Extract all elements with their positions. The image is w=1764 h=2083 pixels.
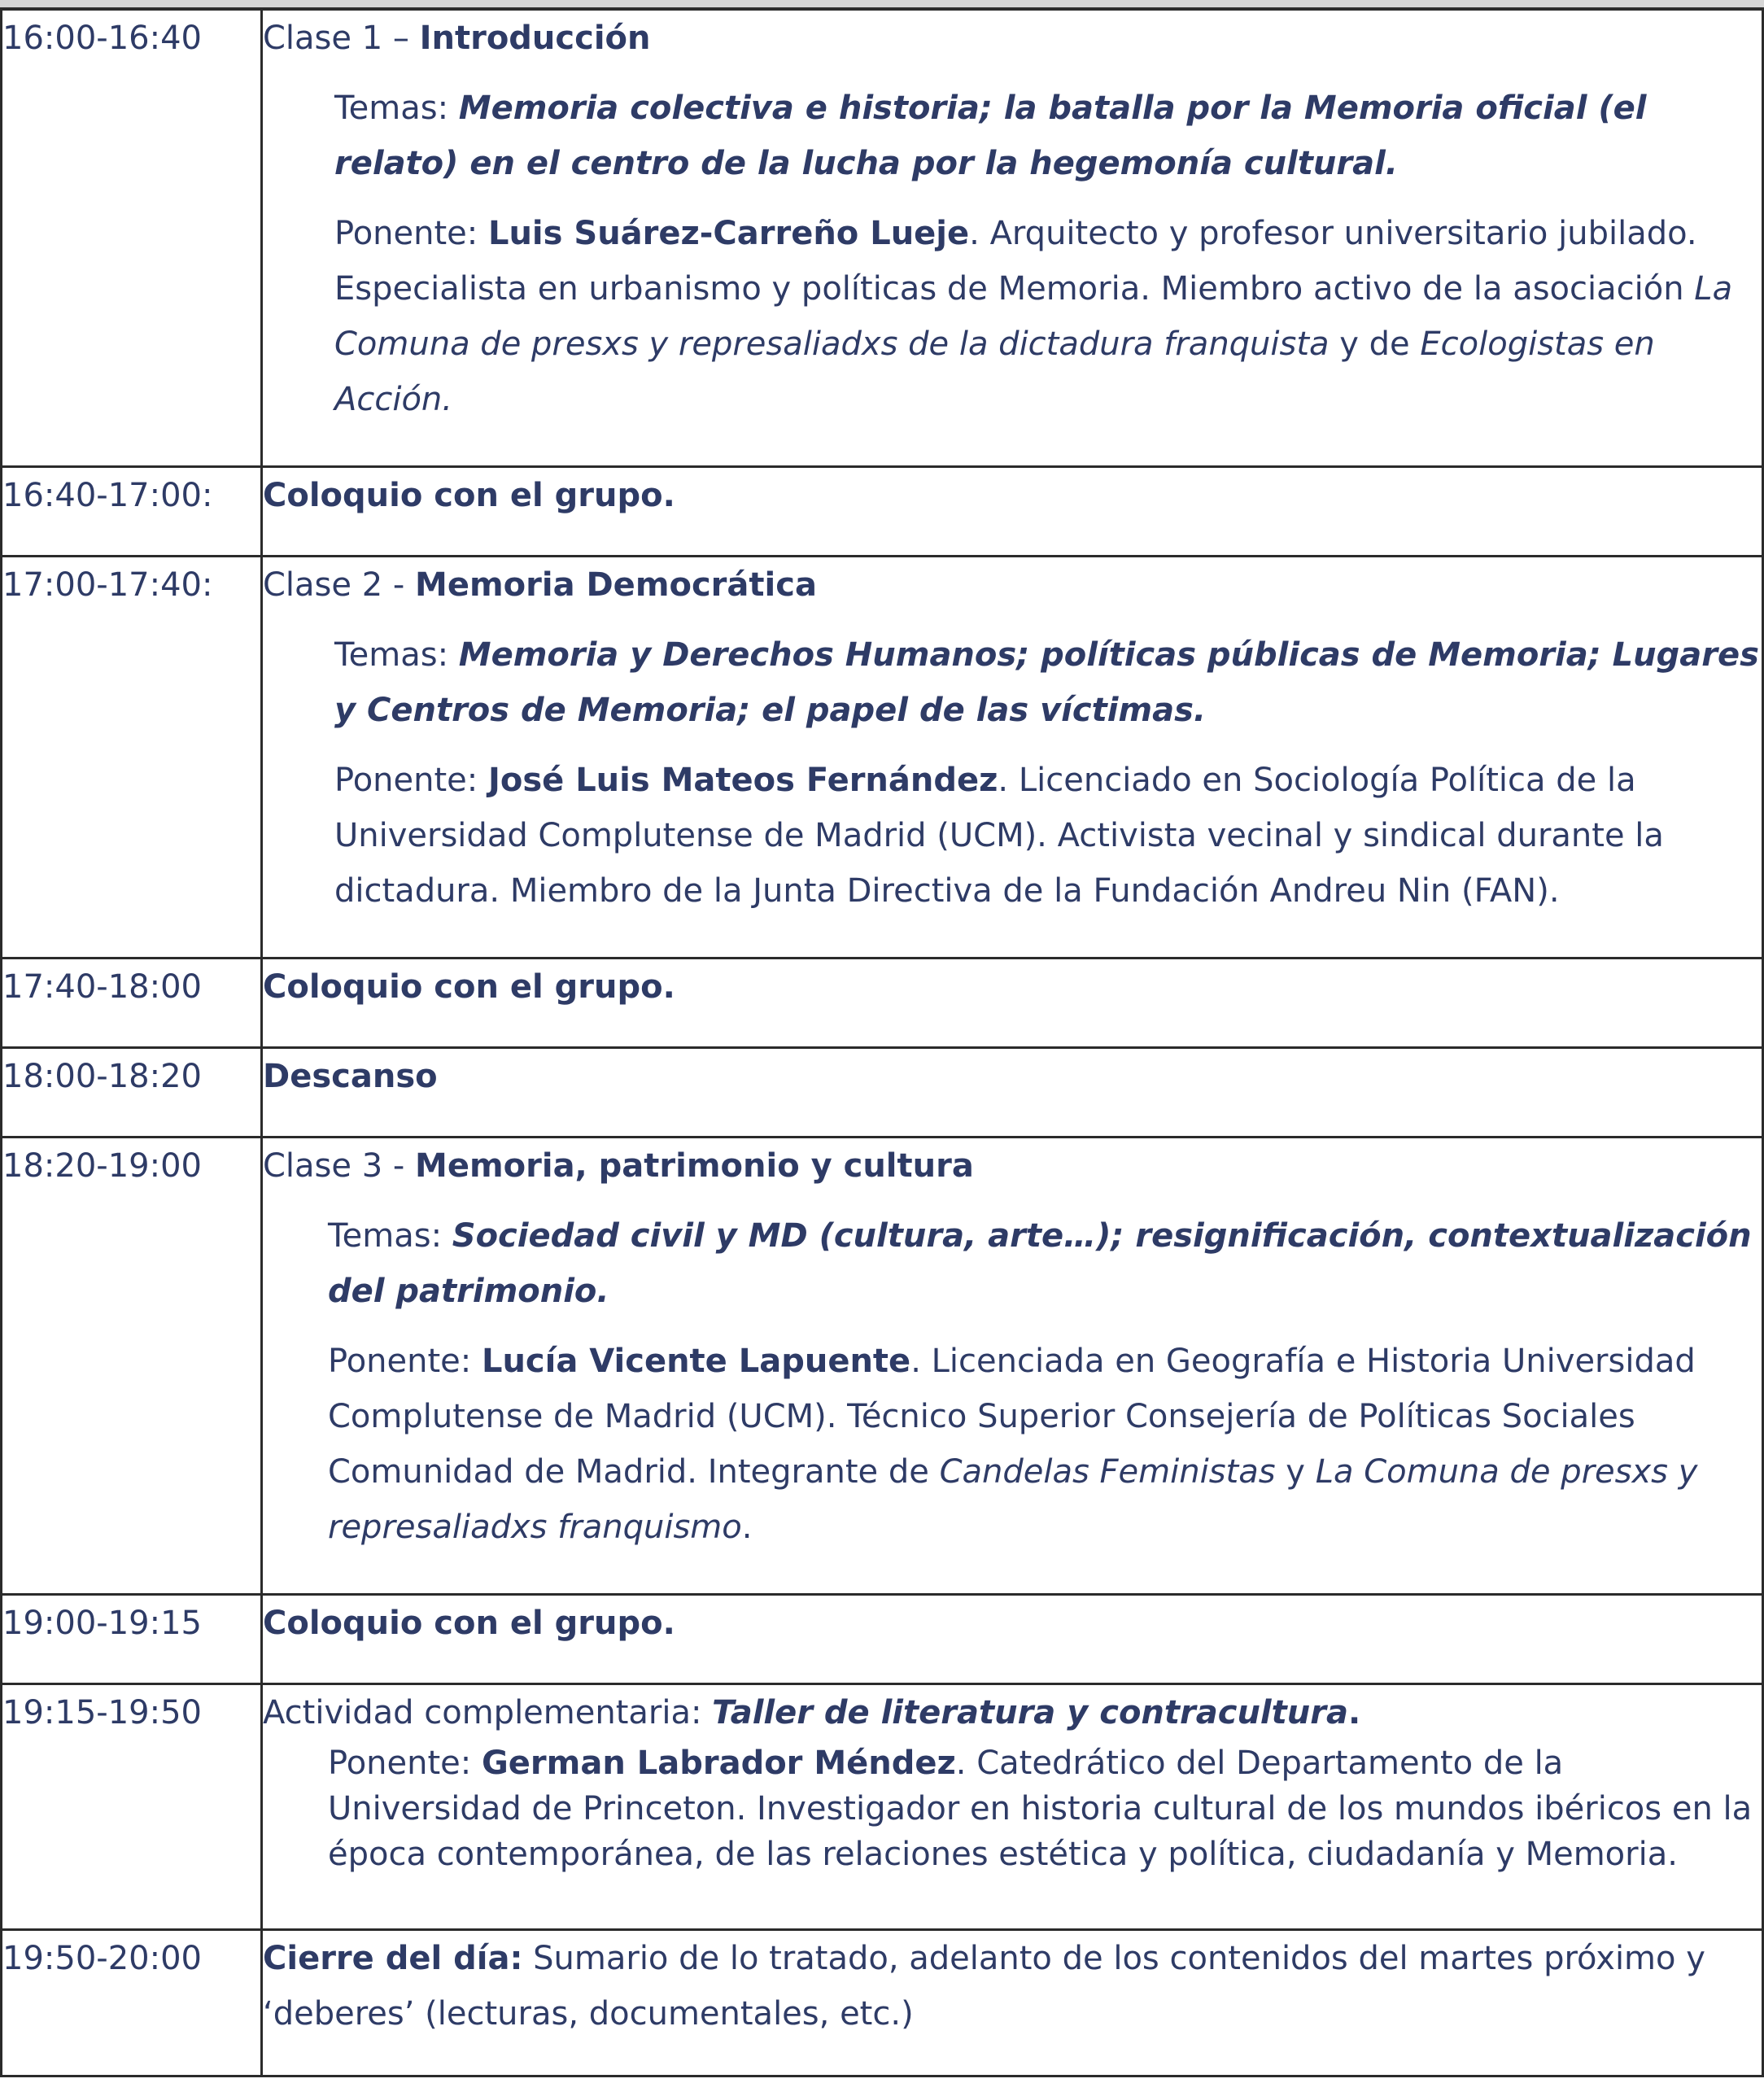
time-cell: 19:15-19:50 — [2, 1684, 262, 1930]
table-row — [2, 1048, 1763, 1138]
time-cell: 18:20-19:00 — [2, 1138, 262, 1595]
session-topics: Temas: Sociedad civil y MD (cultura, arte…); resignificación, contextualización del patrimonio. — [328, 1217, 1752, 1310]
session-title: Clase 3 - Memoria, patrimonio y cultura — [263, 1147, 974, 1185]
time-cell: 17:00-17:40: — [2, 557, 262, 959]
time-cell: 16:00-16:40 — [2, 10, 262, 467]
session-cell: Descanso — [262, 1048, 1763, 1138]
session-title: Actividad complementaria: Taller de literatura y contracultura. — [263, 1694, 1361, 1731]
session-topics: Temas: Memoria y Derechos Humanos; políticas públicas de Memoria; Lugares y Centros de Memoria; el papel de las víctimas. — [334, 636, 1759, 729]
table-row — [2, 959, 1763, 1048]
table-row — [2, 1138, 1763, 1595]
time-cell: 16:40-17:00: — [2, 467, 262, 557]
time-cell: 19:50-20:00 — [2, 1930, 262, 2076]
session-title: Clase 1 – Introducción — [263, 20, 651, 57]
table-row — [2, 1684, 1763, 1930]
session-cell — [262, 10, 1763, 467]
session-cell — [262, 1684, 1763, 1930]
session-speaker: Ponente: Luis Suárez-Carreño Lueje. Arquitecto y profesor universitario jubilado. Especialista en urbanismo y políticas de Memoria. Miembro activo de la asociación La Comuna de presxs y represaliadxs de la dictadura franquista y de Ecologistas en Acción. — [334, 215, 1733, 418]
table-row — [2, 1595, 1763, 1684]
time-cell: 17:40-18:00 — [2, 959, 262, 1048]
session-cell: Cierre del día: Sumario de lo tratado, adelanto de los contenidos del martes próximo y ‘deberes’ (lecturas, documentales, etc.) — [262, 1930, 1763, 2076]
session-speaker: Ponente: German Labrador Méndez. Catedrático del Departamento de la Universidad de Princeton. Investigador en historia cultural de los mundos ibéricos en la época contemporánea, de las relaciones estética y política, ciudadanía y Memoria. — [328, 1745, 1753, 1873]
session-speaker: Ponente: Lucía Vicente Lapuente. Licenciada en Geografía e Historia Universidad Complutense de Madrid (UCM). Técnico Superior Consejería de Políticas Sociales Comunidad de Madrid. Integrante de Candelas Feministas y La Comuna de presxs y represaliadxs franquismo. — [328, 1343, 1698, 1546]
table-row — [2, 1930, 1763, 2076]
session-cell: Coloquio con el grupo. — [262, 959, 1763, 1048]
table-row — [2, 467, 1763, 557]
time-cell: 19:00-19:15 — [2, 1595, 262, 1684]
session-topics: Temas: Memoria colectiva e historia; la batalla por la Memoria oficial (el relato) en el centro de la lucha por la hegemonía cultural. — [334, 90, 1647, 182]
session-speaker: Ponente: José Luis Mateos Fernández. Licenciado en Sociología Política de la Universidad Complutense de Madrid (UCM). Activista vecinal y sindical durante la dictadura. Miembro de la Junta Directiva de la Fundación Andreu Nin (FAN). — [334, 762, 1664, 910]
session-title: Clase 2 - Memoria Democrática — [263, 566, 817, 604]
session-cell: Coloquio con el grupo. — [262, 1595, 1763, 1684]
table-row — [2, 557, 1763, 959]
session-cell: Coloquio con el grupo. — [262, 467, 1763, 557]
session-cell — [262, 1138, 1763, 1595]
time-cell: 18:00-18:20 — [2, 1048, 262, 1138]
session-cell — [262, 557, 1763, 959]
table-row — [2, 10, 1763, 467]
schedule-table — [0, 8, 1764, 2077]
